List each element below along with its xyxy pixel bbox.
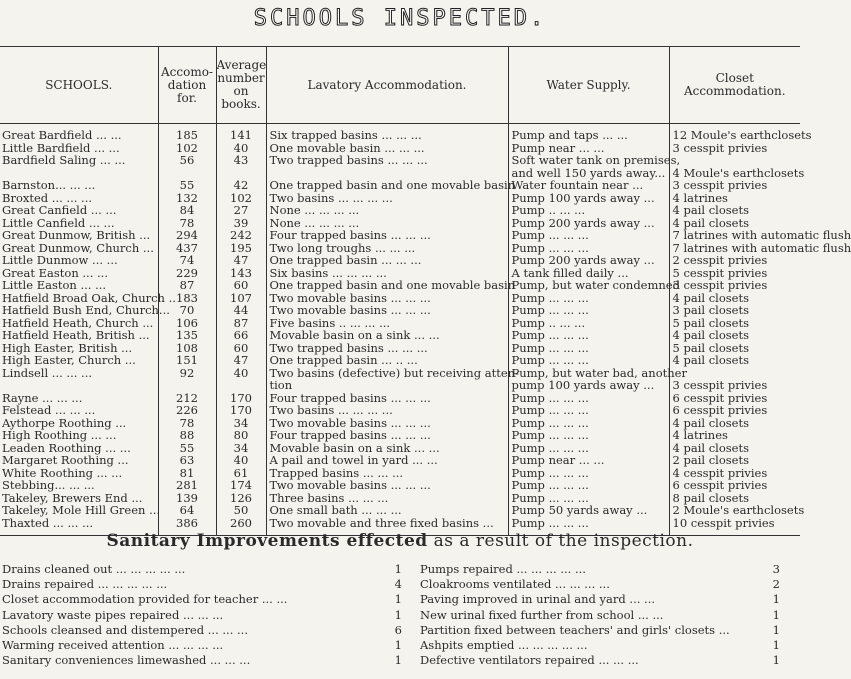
cell-water-supply: Pump near ... ...: [508, 142, 669, 155]
cell-lavatory: tion: [266, 379, 508, 392]
cell-closet: 6 cesspit privies: [669, 479, 800, 492]
cell-water-supply: Pump ... ... ...: [508, 517, 669, 536]
table-row: [0, 154, 800, 167]
improvement-label: Schools cleansed and distempered ... ... ...: [2, 622, 248, 637]
cell-water-supply: Pump ... ... ...: [508, 442, 669, 455]
table-row: [0, 279, 800, 292]
cell-closet: 6 cesspit privies: [669, 404, 800, 417]
cell-accommodation: 229: [158, 267, 216, 280]
cell-water-supply: Pump ... ... ...: [508, 292, 669, 305]
cell-average-number: 141: [216, 124, 266, 142]
cell-closet: 5 pail closets: [669, 317, 800, 330]
cell-average-number: 60: [216, 342, 266, 355]
table-row: [0, 429, 800, 442]
cell-closet: 4 pail closets: [669, 292, 800, 305]
improvement-count: 1: [772, 592, 780, 607]
cell-lavatory: Trapped basins ... ... ...: [266, 467, 508, 480]
cell-accommodation: 55: [158, 179, 216, 192]
cell-accommodation: 56: [158, 154, 216, 167]
cell-average-number: 242: [216, 229, 266, 242]
table-row: [0, 404, 800, 417]
header-accommodation: Accomo- dation for.: [158, 47, 216, 124]
cell-closet: 4 Moule's earthclosets: [669, 167, 800, 180]
cell-school-name: [0, 379, 158, 392]
cell-lavatory: None ... ... ... ...: [266, 217, 508, 230]
cell-closet: 4 latrines: [669, 429, 800, 442]
cell-lavatory: One trapped basin ... .. ...: [266, 354, 508, 367]
improvement-label: Drains cleaned out ... ... ... ... ...: [2, 562, 186, 576]
table-header-row: [0, 47, 800, 124]
cell-school-name: Great Dunmow, Church ...: [2, 240, 154, 255]
cell-water-supply: Pump, but water condemned: [508, 279, 669, 292]
list-item: [2, 562, 402, 577]
cell-school-name: Takeley, Mole Hill Green ...: [2, 503, 161, 517]
improvement-count: 1: [772, 653, 780, 668]
cell-average-number: 170: [216, 392, 266, 405]
cell-lavatory: Two movable basins ... ... ...: [266, 479, 508, 492]
cell-lavatory: Movable basin on a sink ... ...: [266, 329, 508, 342]
schools-table: [0, 46, 851, 536]
cell-accommodation: 226: [158, 404, 216, 417]
cell-accommodation: 294: [158, 229, 216, 242]
cell-accommodation: 78: [158, 417, 216, 430]
table-row: [0, 379, 800, 392]
cell-school-name: Broxted ... ... ...: [2, 190, 93, 205]
cell-water-supply: Pump 100 yards away ...: [508, 192, 669, 205]
cell-water-supply: Pump ... ... ...: [508, 404, 669, 417]
improvement-count: 1: [394, 562, 402, 576]
cell-average-number: 43: [216, 154, 266, 167]
table-row: [0, 304, 800, 317]
cell-water-supply: Pump ... ... ...: [508, 467, 669, 480]
cell-average-number: 47: [216, 254, 266, 267]
improvement-label: Partition fixed between teachers' and girls' closets ...: [420, 622, 730, 637]
improvement-label: Closet accommodation provided for teacher ... ...: [2, 592, 288, 607]
cell-accommodation: 437: [158, 242, 216, 255]
cell-school-name: White Roothing ... ...: [2, 465, 123, 480]
cell-lavatory: Two trapped basins ... ... ...: [266, 154, 508, 167]
cell-closet: 2 Moule's earthclosets: [669, 504, 800, 517]
improvement-label: Ashpits emptied ... ... ... ... ...: [420, 638, 588, 653]
improvement-label: Warming received attention ... ... ... ...: [2, 638, 224, 653]
improvements-heading: [0, 531, 800, 551]
cell-water-supply: Pump ... ... ...: [508, 392, 669, 405]
cell-water-supply: Pump ... ... ...: [508, 417, 669, 430]
cell-school-name: Hatfield Heath, Church ...: [2, 315, 154, 330]
list-item: [2, 623, 402, 638]
improvement-label: Cloakrooms ventilated ... ... ... ...: [420, 577, 610, 592]
cell-closet: 4 pail closets: [669, 417, 800, 430]
cell-school-name: Great Dunmow, British ...: [2, 228, 151, 242]
cell-average-number: 39: [216, 217, 266, 230]
improvement-count: 1: [772, 638, 780, 653]
cell-average-number: 47: [216, 354, 266, 367]
cell-lavatory: Two basins (defective) but receiving atten-: [266, 367, 508, 380]
cell-average-number: 143: [216, 267, 266, 280]
cell-lavatory: Two basins ... ... ... ...: [266, 404, 508, 417]
cell-average-number: 195: [216, 242, 266, 255]
list-item: [420, 623, 780, 638]
list-item: [2, 653, 402, 668]
list-item: [420, 577, 780, 592]
cell-average-number: [216, 379, 266, 392]
cell-average-number: 107: [216, 292, 266, 305]
cell-lavatory: Two movable basins ... ... ...: [266, 417, 508, 430]
cell-lavatory: Two movable basins ... ... ...: [266, 304, 508, 317]
cell-water-supply: Water fountain near ...: [508, 179, 669, 192]
cell-school-name: Great Easton ... ...: [2, 265, 108, 280]
cell-average-number: 40: [216, 142, 266, 155]
cell-school-name: Lindsell ... ... ...: [2, 365, 93, 380]
cell-accommodation: 183: [158, 292, 216, 305]
cell-lavatory: Five basins .. ... ... ...: [266, 317, 508, 330]
improvement-count: 1: [394, 607, 402, 622]
improvement-label: Lavatory waste pipes repaired ... ... ...: [2, 607, 224, 622]
cell-average-number: 50: [216, 504, 266, 517]
list-item: [2, 592, 402, 607]
cell-water-supply: Pump near ... ...: [508, 454, 669, 467]
cell-school-name: High Easter, British ...: [2, 340, 133, 355]
table-row: [0, 229, 800, 242]
cell-closet: [669, 154, 800, 167]
list-item: [420, 592, 780, 607]
cell-water-supply: Pump ... ... ...: [508, 229, 669, 242]
cell-closet: 4 cesspit privies: [669, 467, 800, 480]
cell-accommodation: 70: [158, 304, 216, 317]
header-lavatory: Lavatory Accommodation.: [266, 47, 508, 124]
improvements-list-left: [2, 562, 402, 668]
cell-school-name: Felstead ... ... ...: [2, 403, 96, 417]
cell-closet: 4 pail closets: [669, 354, 800, 367]
improvement-count: 2: [772, 577, 780, 592]
cell-average-number: 40: [216, 367, 266, 380]
cell-lavatory: A pail and towel in yard ... ...: [266, 454, 508, 467]
cell-lavatory: Movable basin on a sink ... ...: [266, 442, 508, 455]
cell-accommodation: 55: [158, 442, 216, 455]
cell-school-name: Little Canfield ... ...: [2, 215, 115, 230]
cell-lavatory: Two trapped basins ... ... ...: [266, 342, 508, 355]
cell-water-supply: Pump ... ... ...: [508, 304, 669, 317]
cell-average-number: 66: [216, 329, 266, 342]
page-title: SCHOOLS INSPECTED.: [253, 6, 547, 31]
cell-average-number: 170: [216, 404, 266, 417]
cell-water-supply: Pump ... ... ...: [508, 354, 669, 367]
improvement-count: 1: [772, 622, 780, 637]
cell-lavatory: One trapped basin and one movable basin: [266, 279, 508, 292]
improvement-count: 3: [772, 562, 780, 576]
cell-accommodation: 281: [158, 479, 216, 492]
cell-school-name: Leaden Roothing ... ...: [2, 440, 131, 455]
cell-lavatory: Six basins ... ... ... ...: [266, 267, 508, 280]
cell-accommodation: 92: [158, 367, 216, 380]
cell-accommodation: 78: [158, 217, 216, 230]
cell-closet: 3 cesspit privies: [669, 279, 800, 292]
cell-lavatory: Four trapped basins ... ... ...: [266, 392, 508, 405]
list-item: [2, 577, 402, 592]
cell-lavatory: None ... ... ... ...: [266, 204, 508, 217]
cell-accommodation: [158, 379, 216, 392]
list-item: [2, 608, 402, 623]
cell-lavatory: Two long troughs ... ... ...: [266, 242, 508, 255]
cell-lavatory: One trapped basin and one movable basin: [266, 179, 508, 192]
list-item: [2, 638, 402, 653]
cell-closet: 12 Moule's earthclosets: [669, 124, 800, 142]
list-item: [420, 562, 780, 577]
cell-accommodation: 63: [158, 454, 216, 467]
cell-accommodation: 108: [158, 342, 216, 355]
cell-water-supply: Pump 200 yards away ...: [508, 217, 669, 230]
cell-school-name: High Easter, Church ...: [2, 353, 136, 367]
cell-closet: 7 latrines with automatic flush: [669, 229, 800, 242]
cell-water-supply: Pump ... ... ...: [508, 429, 669, 442]
cell-average-number: 87: [216, 317, 266, 330]
cell-closet: 4 pail closets: [669, 329, 800, 342]
cell-school-name: Bardfield Saling ... ...: [2, 153, 126, 167]
cell-school-name: Margaret Roothing ...: [2, 453, 129, 467]
table-row: [0, 329, 800, 342]
cell-closet: 4 latrines: [669, 192, 800, 205]
cell-lavatory: Two movable and three fixed basins ...: [266, 517, 508, 536]
cell-lavatory: One small bath ... ... ...: [266, 504, 508, 517]
table-row: [0, 354, 800, 367]
cell-average-number: 40: [216, 454, 266, 467]
cell-average-number: 174: [216, 479, 266, 492]
list-item: [420, 638, 780, 653]
cell-water-supply: Pump .. ... ...: [508, 204, 669, 217]
cell-average-number: 34: [216, 442, 266, 455]
improvement-label: Sanitary conveniences limewashed ... ... ...: [2, 653, 251, 668]
cell-closet: 6 cesspit privies: [669, 392, 800, 405]
cell-closet: 4 pail closets: [669, 442, 800, 455]
cell-closet: 4 pail closets: [669, 204, 800, 217]
improvements-heading-rest: as a result of the inspection.: [433, 531, 694, 551]
improvement-count: 1: [394, 653, 402, 668]
cell-water-supply: Pump ... ... ...: [508, 342, 669, 355]
table-row: [0, 179, 800, 192]
cell-school-name: Hatfield Bush End, Church...: [2, 303, 170, 317]
improvement-label: Paving improved in urinal and yard ... ...: [420, 592, 656, 607]
cell-average-number: 61: [216, 467, 266, 480]
cell-school-name: Thaxted ... ... ...: [0, 517, 158, 536]
improvement-label: Defective ventilators repaired ... ... ...: [420, 653, 639, 668]
cell-lavatory: Two basins ... ... ... ...: [266, 192, 508, 205]
cell-water-supply: Pump .. ... ...: [508, 317, 669, 330]
cell-average-number: 60: [216, 279, 266, 292]
cell-accommodation: 212: [158, 392, 216, 405]
cell-closet: 8 pail closets: [669, 492, 800, 505]
cell-closet: 4 pail closets: [669, 217, 800, 230]
cell-school-name: Rayne ... ... ...: [2, 390, 83, 405]
cell-school-name: Little Easton ... ...: [2, 278, 107, 292]
cell-school-name: Takeley, Brewers End ...: [2, 490, 143, 505]
cell-accommodation: 135: [158, 329, 216, 342]
cell-closet: 2 cesspit privies: [669, 254, 800, 267]
cell-lavatory: Two movable basins ... ... ...: [266, 292, 508, 305]
cell-average-number: 27: [216, 204, 266, 217]
cell-closet: 3 cesspit privies: [669, 142, 800, 155]
header-average-number: Average number on books.: [216, 47, 266, 124]
table-row: [0, 204, 800, 217]
table-row: [0, 454, 800, 467]
cell-lavatory: One trapped basin ... ... ...: [266, 254, 508, 267]
cell-school-name: Hatfield Broad Oak, Church ..: [2, 290, 176, 305]
cell-water-supply: Pump ... ... ...: [508, 329, 669, 342]
cell-average-number: 260: [216, 517, 266, 536]
cell-closet: 3 cesspit privies: [669, 179, 800, 192]
table-row: [0, 124, 800, 142]
cell-accommodation: 88: [158, 429, 216, 442]
cell-water-supply: Pump 50 yards away ...: [508, 504, 669, 517]
cell-lavatory: Three basins ... ... ...: [266, 492, 508, 505]
cell-water-supply: A tank filled daily ...: [508, 267, 669, 280]
improvement-count: 4: [394, 577, 402, 592]
cell-closet: 2 pail closets: [669, 454, 800, 467]
cell-lavatory: Four trapped basins ... ... ...: [266, 429, 508, 442]
cell-school-name: Great Bardfield ... ...: [2, 128, 122, 142]
cell-water-supply: Pump 200 yards away ...: [508, 254, 669, 267]
list-item: [420, 653, 780, 668]
header-closet: Closet Accommodation.: [669, 47, 800, 124]
improvements-heading-bold: Sanitary Improvements effected: [106, 531, 428, 551]
cell-lavatory: One movable basin ... ... ...: [266, 142, 508, 155]
cell-accommodation: 132: [158, 192, 216, 205]
cell-accommodation: 64: [158, 504, 216, 517]
cell-school-name: Great Canfield ... ...: [2, 203, 117, 217]
cell-water-supply: Pump ... ... ...: [508, 492, 669, 505]
improvement-label: New urinal fixed further from school ... ...: [420, 607, 664, 622]
cell-school-name: Little Bardfield ... ...: [2, 140, 120, 155]
cell-water-supply: Soft water tank on premises,: [508, 154, 669, 167]
cell-school-name: Hatfield Heath, British ...: [2, 328, 150, 342]
cell-closet: 5 cesspit privies: [669, 267, 800, 280]
table-row: [0, 479, 800, 492]
cell-lavatory: Four trapped basins ... ... ...: [266, 229, 508, 242]
table-row: [0, 254, 800, 267]
cell-average-number: 80: [216, 429, 266, 442]
cell-closet: 3 pail closets: [669, 304, 800, 317]
cell-accommodation: 386: [158, 517, 216, 536]
improvements-list-right: [420, 562, 780, 668]
cell-school-name: High Roothing ... ...: [2, 428, 117, 442]
header-schools: SCHOOLS.: [0, 47, 158, 124]
cell-closet: 3 cesspit privies: [669, 379, 800, 392]
cell-average-number: 34: [216, 417, 266, 430]
cell-school-name: Stebbing... ... ...: [2, 478, 95, 492]
cell-school-name: Barnston... ... ...: [2, 178, 96, 192]
cell-school-name: Aythorpe Roothing ...: [2, 415, 127, 430]
cell-accommodation: 102: [158, 142, 216, 155]
cell-accommodation: 139: [158, 492, 216, 505]
improvement-label: Drains repaired ... ... ... ... ...: [2, 577, 168, 592]
improvement-count: 1: [394, 638, 402, 653]
table-row: [0, 504, 800, 517]
cell-accommodation: 185: [158, 124, 216, 142]
cell-average-number: 42: [216, 179, 266, 192]
cell-water-supply: Pump ... ... ...: [508, 242, 669, 255]
list-item: [420, 608, 780, 623]
improvement-label: Pumps repaired ... ... ... ... ...: [420, 562, 586, 576]
improvement-count: 6: [394, 622, 402, 637]
cell-water-supply: Pump and taps ... ...: [508, 124, 669, 142]
cell-water-supply: pump 100 yards away ...: [508, 379, 669, 392]
cell-accommodation: 74: [158, 254, 216, 267]
improvement-count: 1: [394, 592, 402, 607]
cell-school-name: Little Dunmow ... ...: [2, 253, 118, 267]
cell-average-number: 102: [216, 192, 266, 205]
cell-closet: 10 cesspit privies: [669, 517, 800, 536]
cell-average-number: 126: [216, 492, 266, 505]
cell-average-number: 44: [216, 304, 266, 317]
cell-accommodation: 81: [158, 467, 216, 480]
improvement-count: 1: [772, 607, 780, 622]
cell-water-supply: Pump, but water bad, another: [508, 367, 669, 380]
header-water-supply: Water Supply.: [508, 47, 669, 124]
cell-closet: 5 pail closets: [669, 342, 800, 355]
cell-accommodation: 84: [158, 204, 216, 217]
cell-lavatory: Six trapped basins ... ... ...: [266, 124, 508, 142]
cell-water-supply: and well 150 yards away...: [508, 167, 669, 180]
cell-closet: 7 latrines with automatic flush: [669, 242, 800, 255]
cell-accommodation: 87: [158, 279, 216, 292]
cell-accommodation: 106: [158, 317, 216, 330]
cell-accommodation: 151: [158, 354, 216, 367]
cell-water-supply: Pump ... ... ...: [508, 479, 669, 492]
